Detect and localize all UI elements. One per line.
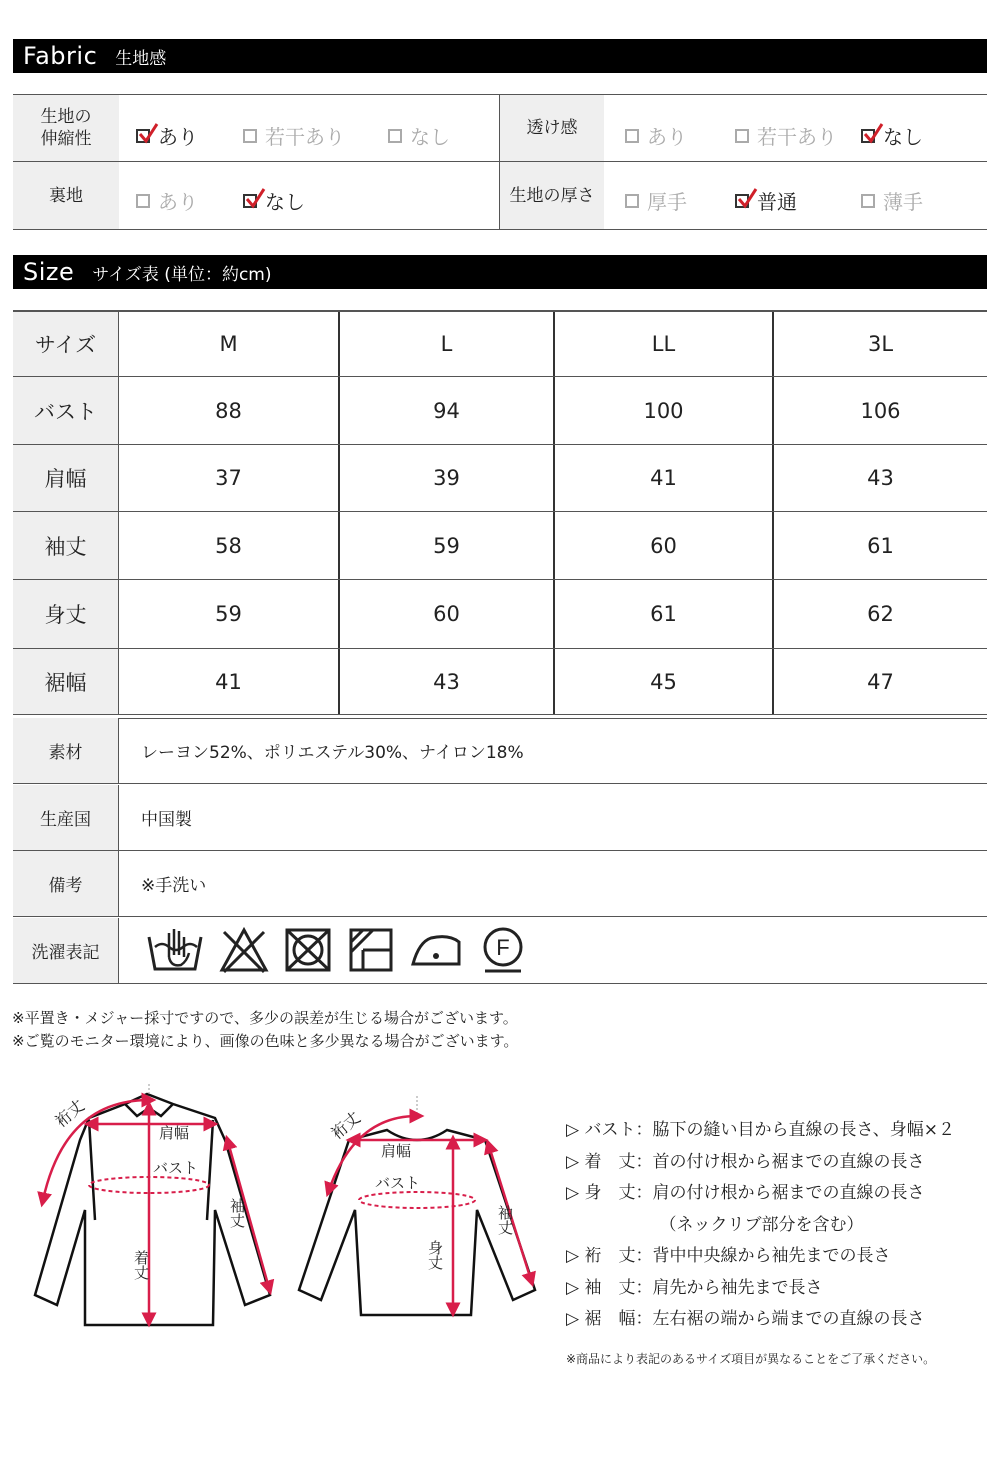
measurement-description: （ネックリブ部分を含む） bbox=[566, 1214, 864, 1235]
info-row bbox=[13, 718, 987, 784]
info-label: 生産国 bbox=[13, 785, 119, 850]
svg-text:袖丈: 袖丈 bbox=[228, 1198, 246, 1228]
info-label: 素材 bbox=[13, 718, 119, 783]
size-header-bar bbox=[13, 255, 987, 289]
fabric-title: Fabric bbox=[23, 42, 98, 70]
fabric-option-label: 普通 bbox=[757, 190, 797, 214]
size-cell: 47 bbox=[772, 649, 987, 714]
size-row-label: サイズ bbox=[13, 312, 119, 376]
svg-text:肩幅: 肩幅 bbox=[159, 1124, 190, 1142]
size-cell: 94 bbox=[338, 377, 553, 444]
check-mark-icon bbox=[862, 122, 884, 144]
check-mark-icon bbox=[736, 187, 758, 209]
size-title: Size bbox=[23, 258, 75, 286]
checked-box-icon bbox=[243, 194, 257, 208]
svg-text:着丈: 着丈 bbox=[132, 1250, 150, 1280]
size-row bbox=[13, 580, 987, 649]
info-label: 備考 bbox=[13, 851, 119, 916]
fabric-label-lining: 裏地 bbox=[13, 162, 119, 229]
size-header-row bbox=[13, 312, 987, 377]
size-cell: M bbox=[219, 332, 238, 356]
check-mark-icon bbox=[244, 187, 266, 209]
size-cell: 45 bbox=[553, 649, 772, 714]
fabric-option bbox=[625, 121, 687, 150]
fabric-option bbox=[243, 186, 305, 215]
fabric-label-sheer: 透け感 bbox=[500, 95, 604, 161]
measurement-description: ▷ 裾 幅：左右裾の端から端までの直線の長さ bbox=[566, 1309, 925, 1329]
fabric-header-bar bbox=[13, 39, 987, 73]
checked-box-icon bbox=[735, 194, 749, 208]
no-tumble-dry-icon bbox=[283, 926, 333, 974]
no-bleach-icon bbox=[219, 926, 269, 974]
info-row bbox=[13, 851, 987, 917]
checkbox-icon bbox=[388, 129, 402, 143]
size-row-label: バスト bbox=[13, 377, 119, 444]
size-row bbox=[13, 377, 987, 445]
measurement-description: ▷ 裄 丈：背中中央線から袖先までの長さ bbox=[566, 1246, 891, 1266]
line-dry-shade-icon bbox=[347, 926, 395, 974]
size-cell: 41 bbox=[215, 669, 242, 694]
fabric-label-stretch: 生地の 伸縮性 bbox=[13, 95, 119, 161]
size-cell: LL bbox=[553, 312, 772, 376]
measurement-description: ▷ バスト：脇下の縫い目から直線の長さ、身幅×２ bbox=[566, 1120, 956, 1140]
size-cell: 43 bbox=[338, 649, 553, 714]
size-row bbox=[13, 445, 987, 512]
size-cell: 106 bbox=[772, 377, 987, 444]
size-table bbox=[13, 310, 987, 695]
check-mark-icon bbox=[137, 122, 159, 144]
size-cell: 62 bbox=[772, 580, 987, 648]
size-cell: 41 bbox=[553, 445, 772, 511]
checkbox-icon bbox=[243, 129, 257, 143]
fabric-option bbox=[861, 121, 923, 150]
fabric-subtitle: 生地感 bbox=[115, 48, 167, 69]
fabric-option bbox=[735, 186, 797, 215]
measurement-description: ▷ 着 丈：首の付け根から裾までの直線の長さ bbox=[566, 1151, 925, 1172]
info-row bbox=[13, 785, 987, 851]
svg-text:袖丈: 袖丈 bbox=[496, 1205, 514, 1235]
fabric-option-label: なし bbox=[410, 125, 450, 149]
measurement-description: ▷ 身 丈：肩の付け根から裾までの直線の長さ bbox=[566, 1183, 925, 1203]
checked-box-icon bbox=[861, 129, 875, 143]
size-cell: 100 bbox=[553, 377, 772, 444]
size-cell: 59 bbox=[215, 602, 242, 626]
fabric-option bbox=[735, 121, 837, 150]
svg-text:バスト: バスト bbox=[375, 1174, 421, 1192]
fabric-option-label: 薄手 bbox=[883, 190, 923, 214]
checkbox-icon bbox=[625, 129, 639, 143]
care-icons bbox=[145, 923, 527, 977]
size-cell: 59 bbox=[338, 512, 553, 579]
svg-text:裄丈: 裄丈 bbox=[327, 1107, 365, 1144]
fabric-option-label: 厚手 bbox=[647, 190, 687, 214]
size-cell: 60 bbox=[553, 512, 772, 579]
svg-text:裄丈: 裄丈 bbox=[51, 1095, 89, 1132]
fabric-option bbox=[136, 186, 198, 215]
info-label: 洗濯表記 bbox=[13, 918, 119, 983]
size-row-label: 袖丈 bbox=[13, 512, 119, 579]
size-cell: 60 bbox=[338, 580, 553, 648]
size-cell: 39 bbox=[338, 445, 553, 511]
fabric-option-label: 若干あり bbox=[265, 125, 345, 149]
checkbox-icon bbox=[861, 194, 875, 208]
fabric-option bbox=[388, 121, 450, 150]
size-row-label: 身丈 bbox=[13, 580, 119, 648]
dry-clean-f-icon bbox=[479, 925, 527, 975]
info-value: ※手洗い bbox=[141, 876, 207, 896]
svg-text:バスト: バスト bbox=[153, 1159, 199, 1177]
fabric-table bbox=[13, 94, 987, 230]
size-row bbox=[13, 512, 987, 580]
svg-text:F: F bbox=[496, 935, 510, 960]
footnote: ※商品により表記のあるサイズ項目が異なることをご了承ください。 bbox=[566, 1352, 936, 1366]
size-row bbox=[13, 649, 987, 715]
size-cell: L bbox=[338, 312, 553, 376]
fabric-option bbox=[243, 121, 345, 150]
info-value: 中国製 bbox=[141, 810, 192, 830]
jacket-diagram bbox=[25, 1080, 290, 1340]
svg-text:身丈: 身丈 bbox=[426, 1240, 444, 1270]
low-iron-icon bbox=[409, 928, 465, 972]
size-cell: 43 bbox=[772, 445, 987, 511]
fabric-option-label: なし bbox=[883, 125, 923, 149]
size-cell: 88 bbox=[215, 398, 242, 423]
size-cell: 37 bbox=[215, 466, 242, 490]
checkbox-icon bbox=[735, 129, 749, 143]
svg-text:肩幅: 肩幅 bbox=[381, 1142, 412, 1160]
size-cell: 58 bbox=[215, 533, 242, 558]
info-value: レーヨン52%、ポリエステル30%、ナイロン18% bbox=[141, 743, 524, 763]
fabric-option bbox=[625, 186, 687, 215]
fabric-label-thickness: 生地の厚さ bbox=[500, 162, 604, 229]
fabric-option-label: あり bbox=[647, 125, 687, 149]
note-line-1: ※平置き・メジャー採寸ですので、多少の誤差が生じる場合がございます。 bbox=[12, 1009, 518, 1027]
fabric-option-label: 若干あり bbox=[757, 125, 837, 149]
size-subtitle: サイズ表 (単位：約cm) bbox=[92, 264, 272, 285]
checked-box-icon bbox=[136, 129, 150, 143]
fabric-option-label: なし bbox=[265, 190, 305, 214]
fabric-option bbox=[861, 186, 923, 215]
note-line-2: ※ご覧のモニター環境により、画像の色味と多少異なる場合がございます。 bbox=[12, 1032, 519, 1050]
info-value bbox=[119, 918, 141, 983]
knit-diagram bbox=[295, 1090, 545, 1325]
measurement-description: ▷ 袖 丈：肩先から袖先まで長さ bbox=[566, 1277, 823, 1298]
hand-wash-icon bbox=[145, 925, 205, 975]
size-cell: 61 bbox=[772, 512, 987, 579]
fabric-option bbox=[136, 121, 198, 150]
fabric-option-label: あり bbox=[158, 125, 198, 149]
size-row-label: 裾幅 bbox=[13, 649, 119, 714]
checkbox-icon bbox=[625, 194, 639, 208]
size-cell: 3L bbox=[772, 312, 987, 376]
checkbox-icon bbox=[136, 194, 150, 208]
size-cell: 61 bbox=[553, 580, 772, 648]
fabric-option-label: あり bbox=[158, 190, 198, 214]
size-row-label: 肩幅 bbox=[13, 445, 119, 511]
